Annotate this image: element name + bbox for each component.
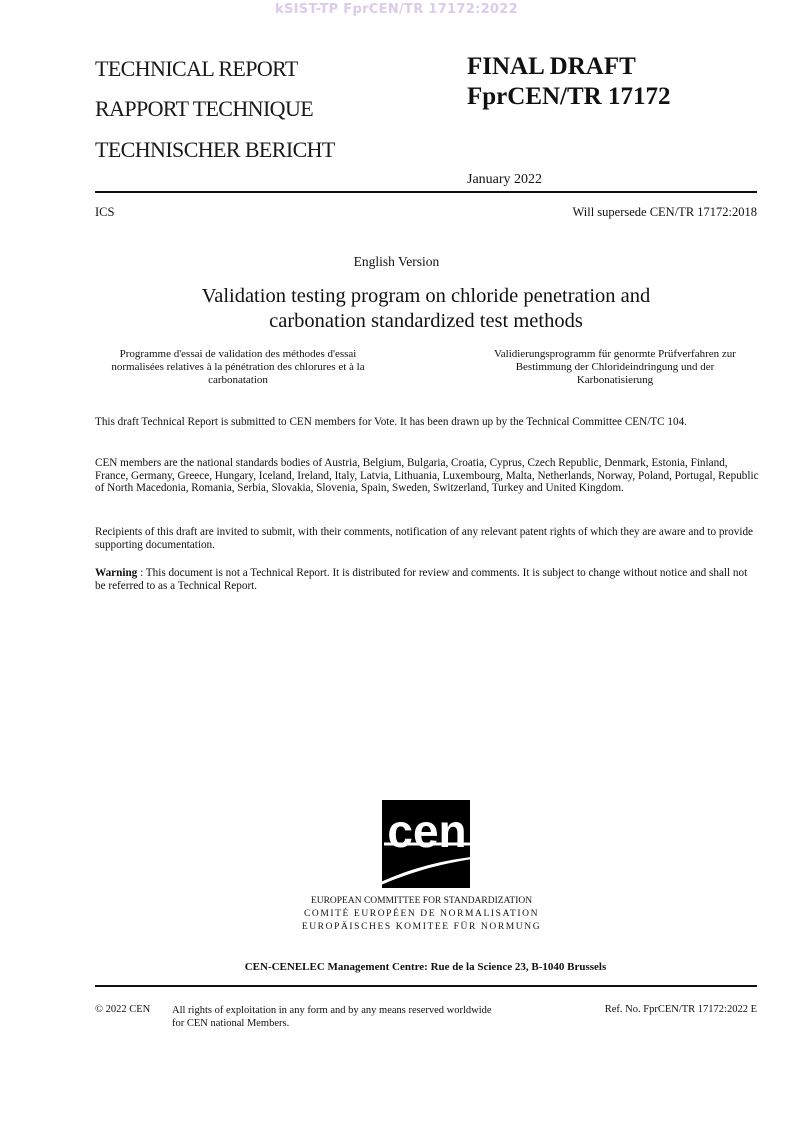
german-title: Validierungsprogramm für genormte Prüfverfahren zur Bestimmung der Chlorideindringung und der Karbonatisierung <box>494 348 736 386</box>
cen-logo-icon <box>370 800 482 888</box>
reference-number: Ref. No. FprCEN/TR 17172:2022 E <box>604 1004 757 1015</box>
report-type-en: TECHNICAL REPORT <box>95 56 298 81</box>
document-title <box>140 284 712 334</box>
organization-de: EUROPÄISCHES KOMITEE FÜR NORMUNG <box>301 922 542 932</box>
rights-statement: All rights of exploitation in any form and by any means reserved worldwide for CEN national Members. <box>172 1005 492 1029</box>
watermark-text: kSIST-TP FprCEN/TR 17172:2022 <box>275 2 518 17</box>
copyright-notice: © 2022 CEN <box>95 1004 151 1015</box>
document-reference: FprCEN/TR 17172 <box>467 83 671 110</box>
report-type-de: TECHNISCHER BERICHT <box>95 137 335 162</box>
document-status: FINAL DRAFT <box>467 53 636 80</box>
language-version: English Version <box>353 254 440 269</box>
document-date: January 2022 <box>467 172 543 187</box>
ics-label: ICS <box>95 205 115 219</box>
title-line-1: Validation testing program on chloride penetration and <box>201 285 651 307</box>
patent-paragraph: Recipients of this draft are invited to submit, with their comments, notification of any relevant patent rights of which they are aware and to provide supporting documentation. <box>95 526 754 551</box>
header-divider <box>95 191 757 193</box>
management-centre-address: CEN-CENELEC Management Centre: Rue de la Science 23, B-1040 Brussels <box>244 961 607 973</box>
footer-divider <box>95 985 757 987</box>
organization-en: EUROPEAN COMMITTEE FOR STANDARDIZATION <box>310 896 533 906</box>
title-line-2: carbonation standardized test methods <box>269 310 583 332</box>
warning-text: : This document is not a Technical Report. It is distributed for review and comments. It is subject to change without notice and shall not be referred to as a Technical Report. <box>95 567 748 592</box>
supersede-note: Will supersede CEN/TR 17172:2018 <box>572 205 757 219</box>
vote-paragraph: This draft Technical Report is submitted to CEN members for Vote. It has been drawn up by the Technical Committee CEN/TC 104. <box>95 416 687 428</box>
organization-names <box>0 895 793 934</box>
cen-logo-text: cen <box>387 805 467 857</box>
warning-label: Warning <box>95 567 138 579</box>
members-paragraph: CEN members are the national standards bodies of Austria, Belgium, Bulgaria, Croatia, Cyprus, Czech Republic, Denmark, Estonia, Finland, France, Germany, Greece, Hungary, Iceland, Ireland, Italy, Latvia, Lithuania, Luxembourg, Malta, Netherlands, Norway, Poland, Portugal, Republic of North Macedonia, Romania, Serbia, Slovakia, Slovenia, Spain, Sweden, Switzerland, Turkey and United Kingdom. <box>95 457 759 494</box>
warning-paragraph <box>95 567 759 592</box>
report-type-fr: RAPPORT TECHNIQUE <box>95 96 314 121</box>
organization-fr: COMITÉ EUROPÉEN DE NORMALISATION <box>303 909 540 919</box>
french-title: Programme d'essai de validation des méthodes d'essai normalisées relatives à la pénétration des chlorures et à la carbonatation <box>111 348 365 386</box>
